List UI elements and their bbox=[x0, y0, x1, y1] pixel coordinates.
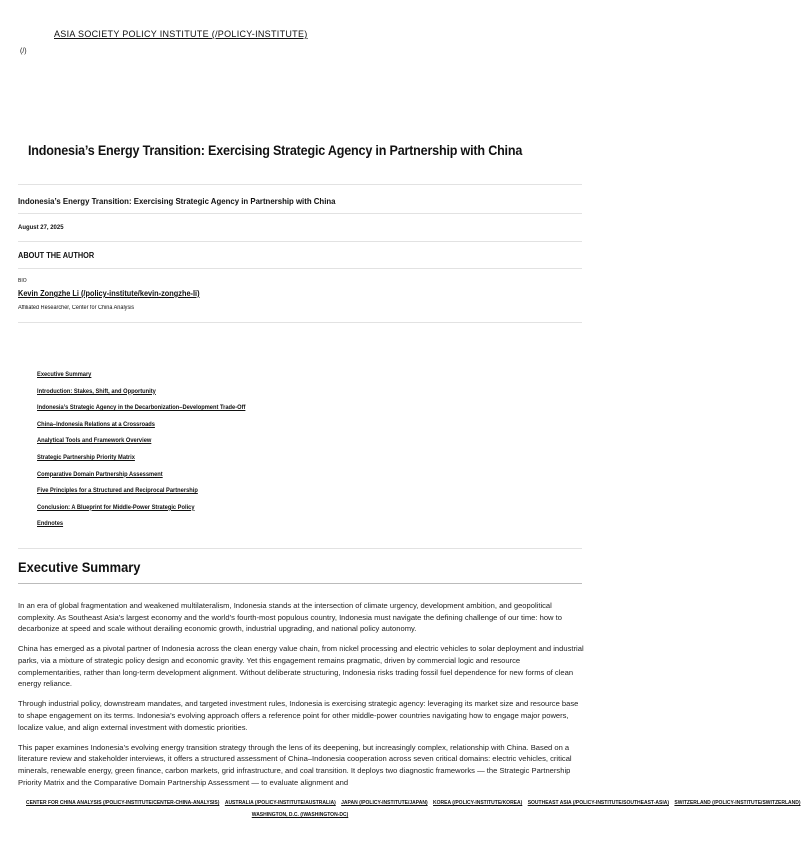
divider bbox=[18, 184, 582, 185]
toc-item bbox=[37, 479, 274, 496]
article-body bbox=[18, 600, 584, 797]
toc-link-conclusion[interactable]: Conclusion: A Blueprint for Middle-Power Strategic Policy bbox=[37, 503, 195, 511]
site-name-link[interactable]: ASIA SOCIETY POLICY INSTITUTE (/POLICY-INSTITUTE) bbox=[54, 29, 308, 39]
toc-link-domain-assessment[interactable]: Comparative Domain Partnership Assessment bbox=[37, 470, 163, 478]
footer-link-center-china-analysis[interactable]: CENTER FOR CHINA ANALYSIS (/POLICY-INSTITUTE/CENTER-CHINA-ANALYSIS) bbox=[26, 800, 220, 806]
toc-item bbox=[37, 363, 274, 380]
divider bbox=[18, 583, 582, 584]
home-link[interactable]: (/) bbox=[20, 48, 27, 55]
divider bbox=[18, 241, 582, 242]
toc-item bbox=[37, 413, 274, 430]
footer-link-japan[interactable]: JAPAN (/POLICY-INSTITUTE/JAPAN) bbox=[341, 800, 428, 806]
footer-link-southeast-asia[interactable]: SOUTHEAST ASIA (/POLICY-INSTITUTE/SOUTHEAST-ASIA) bbox=[527, 800, 669, 806]
footer-link-australia[interactable]: AUSTRALIA (/POLICY-INSTITUTE/AUSTRALIA) bbox=[224, 800, 336, 806]
publish-date: August 27, 2025 bbox=[18, 224, 64, 231]
toc-item bbox=[37, 496, 274, 513]
toc-link-priority-matrix[interactable]: Strategic Partnership Priority Matrix bbox=[37, 453, 135, 461]
toc-item bbox=[37, 446, 274, 463]
paragraph: In an era of global fragmentation and weakened multilateralism, Indonesia stands at the intersection of climate urgency, development ambition, and geopolitical complexity. As Southeast Asia’s largest economy and the world’s fourth-most populous country, Indonesia must navigate the defining challenge of our time: how to decarbonize at speed and scale without derailing economic growth, industrial upgrading, and national policy autonomy. bbox=[18, 601, 562, 634]
bio-label: BIO bbox=[18, 278, 27, 284]
divider bbox=[18, 548, 582, 549]
about-author-heading: ABOUT THE AUTHOR bbox=[18, 251, 95, 260]
article-subtitle: Indonesia’s Energy Transition: Exercising Strategic Agency in Partnership with China bbox=[18, 196, 336, 206]
section-heading: Executive Summary bbox=[18, 559, 141, 575]
table-of-contents bbox=[37, 363, 274, 529]
toc-link-five-principles[interactable]: Five Principles for a Structured and Reciprocal Partnership bbox=[37, 487, 198, 495]
divider bbox=[18, 268, 582, 269]
toc-item bbox=[37, 380, 274, 397]
paragraph: Through industrial policy, downstream mandates, and targeted investment rules, Indonesia is exercising strategic agency: leveraging its market size and resource base to shape engagement on its terms. Indonesia’s evolving approach offers a reference point for other middle-power countries navigating how to engage major powers, localize value, and align external investment with domestic priorities. bbox=[18, 699, 579, 732]
toc-item bbox=[37, 429, 274, 446]
footer-link-switzerland[interactable]: SWITZERLAND (/POLICY-INSTITUTE/SWITZERLAND) bbox=[674, 800, 801, 806]
footer-nav bbox=[0, 797, 801, 821]
divider bbox=[18, 213, 582, 214]
divider bbox=[18, 322, 582, 323]
paragraph: China has emerged as a pivotal partner of Indonesia across the clean energy value chain, from nickel processing and electric vehicles to solar deployment and industrial parks, via a mixture of strategic policy design and economic gravity. Yet this engagement remains pragmatic, driven by commercial logic and resource complementarities, rather than long-term development alignment. Without deliberate structuring, Indonesia risks trading fossil fuel dependence for new forms of clean energy reliance. bbox=[18, 644, 584, 689]
footer-link-washington-dc[interactable]: WASHINGTON, D.C. (/WASHINGTON-DC) bbox=[251, 812, 349, 818]
toc-link-endnotes[interactable]: Endnotes bbox=[37, 520, 64, 528]
paragraph: This paper examines Indonesia’s evolving energy transition strategy through the lens of its deepening, but increasingly complex, relationship with China. Based on a literature review and stakeholder interviews, it offers a structured assessment of China–Indonesia cooperation across seven critical domains: electric vehicles, critical minerals, renewable energy, green finance, carbon markets, grid infrastructure, and coal transition. It deploys two diagnostic frameworks — the Strategic Partnership Priority Matrix and the Comparative Domain Partnership Assessment — to evaluate alignment and bbox=[18, 742, 572, 787]
page-title: Indonesia’s Energy Transition: Exercising Strategic Agency in Partnership with China bbox=[28, 143, 523, 158]
toc-link-introduction[interactable]: Introduction: Stakes, Shift, and Opportunity bbox=[37, 387, 156, 395]
footer-link-korea[interactable]: KOREA (/POLICY-INSTITUTE/KOREA) bbox=[433, 800, 523, 806]
author-affiliation: Affiliated Researcher, Center for China Analysis bbox=[18, 305, 135, 311]
toc-link-executive-summary[interactable]: Executive Summary bbox=[37, 371, 92, 378]
toc-link-crossroads[interactable]: China–Indonesia Relations at a Crossroads bbox=[37, 420, 155, 428]
toc-link-strategic-agency[interactable]: Indonesia’s Strategic Agency in the Decarbonization–Development Trade-Off bbox=[37, 404, 246, 412]
footer-links bbox=[0, 797, 801, 809]
author-link[interactable]: Kevin Zongzhe Li (/policy-institute/kevin-zongzhe-li) bbox=[18, 289, 200, 298]
toc-item bbox=[37, 463, 274, 480]
toc-item bbox=[37, 512, 274, 529]
toc-item bbox=[37, 396, 274, 413]
toc-link-analytical-tools[interactable]: Analytical Tools and Framework Overview bbox=[37, 437, 152, 445]
